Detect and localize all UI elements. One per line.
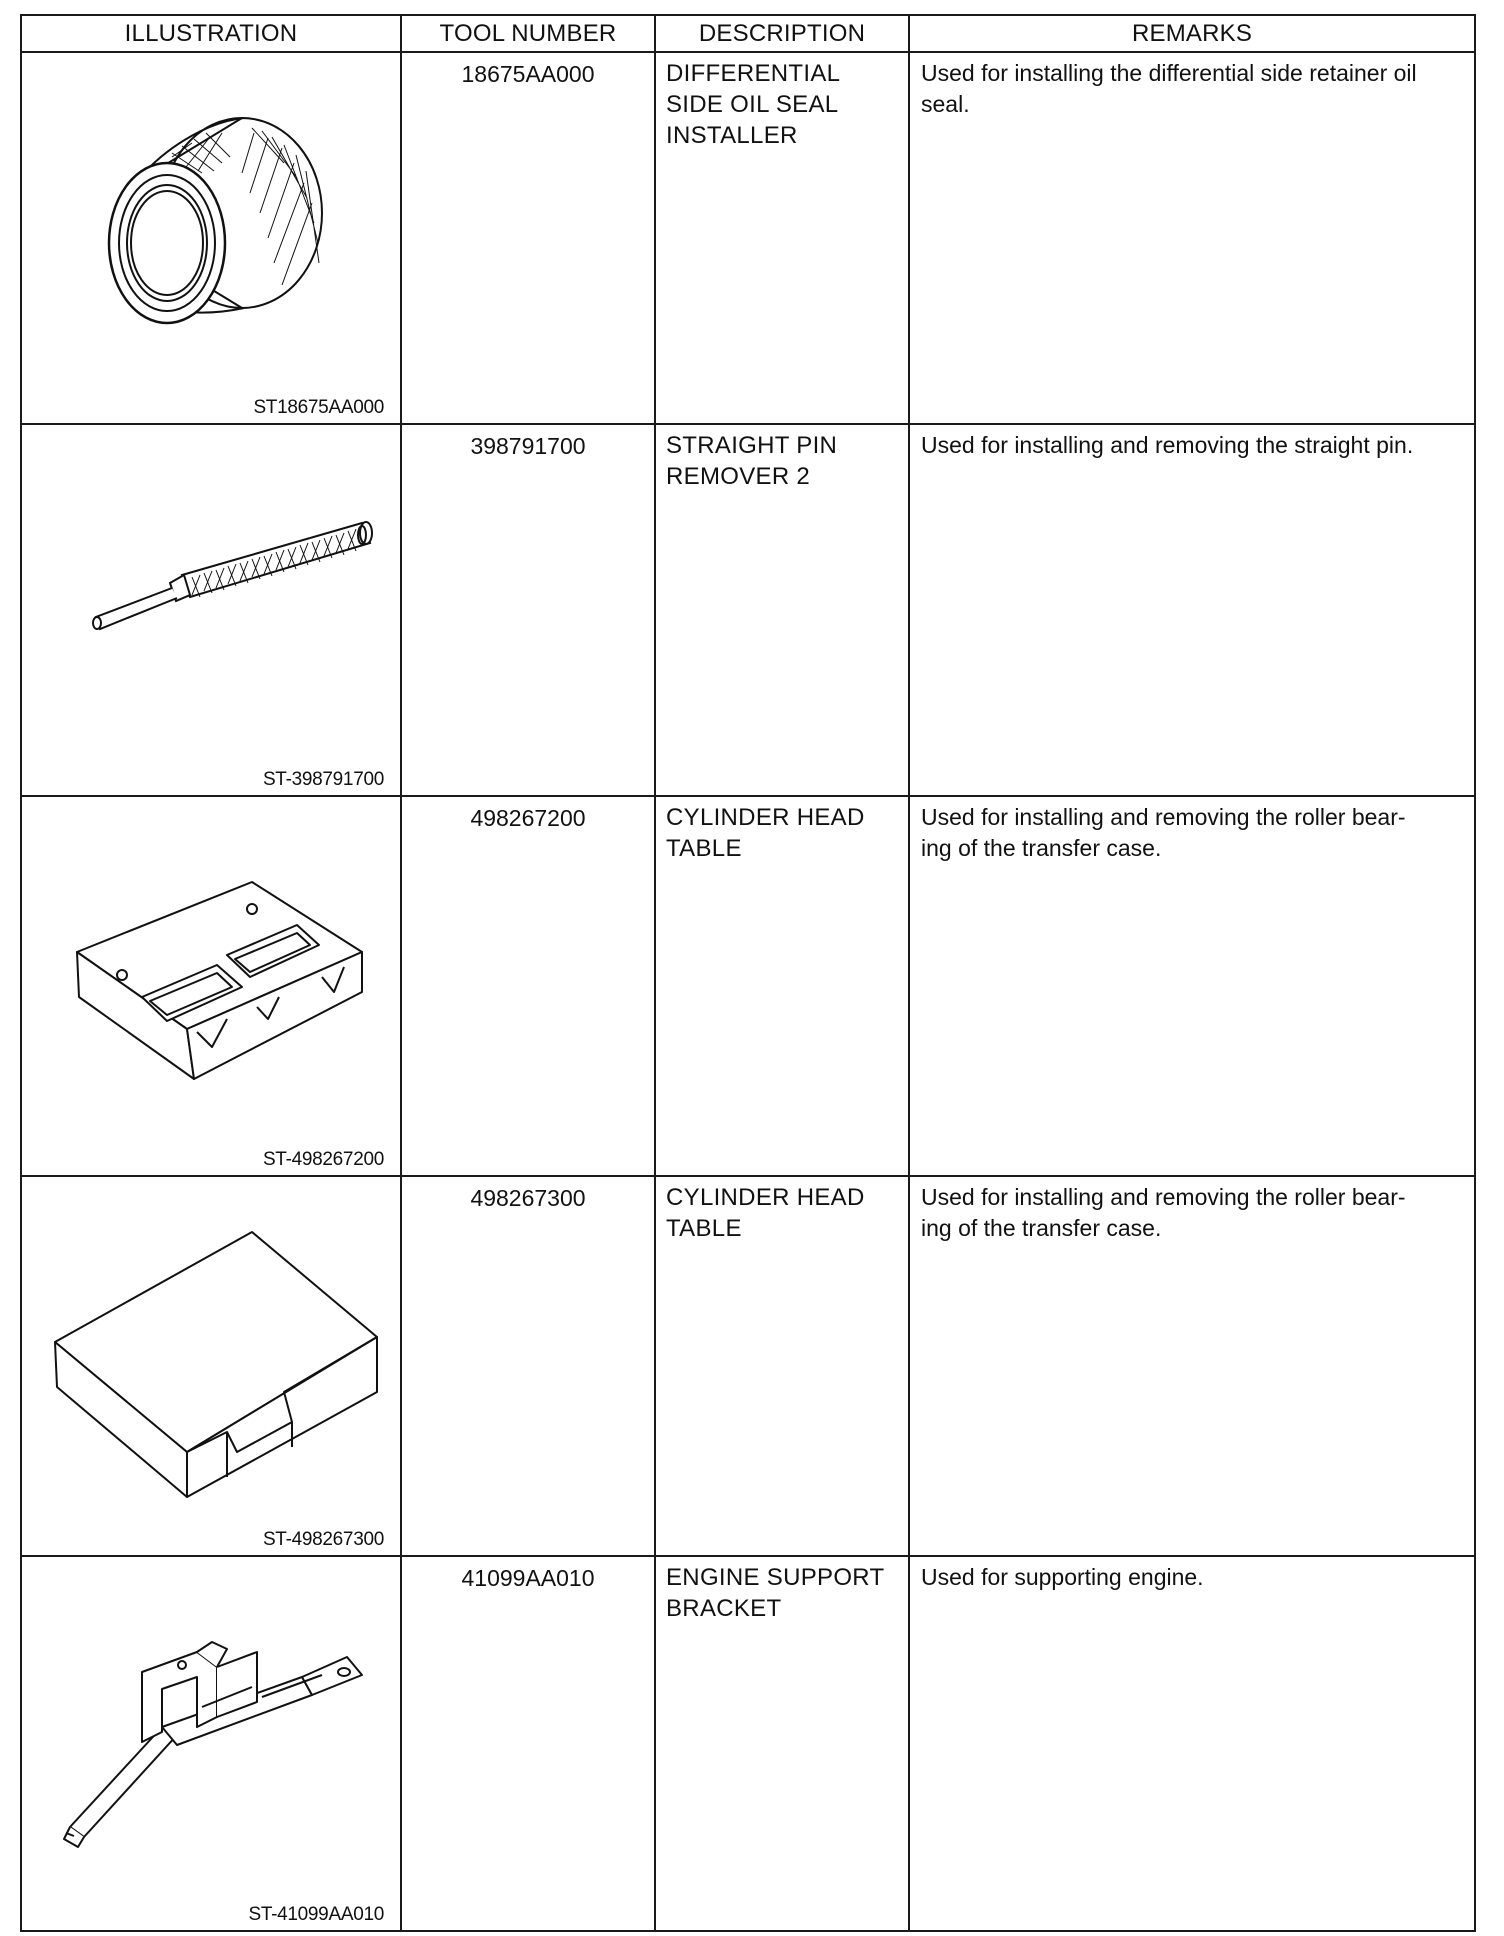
table-row [21,52,1475,424]
remarks-line: Used for installing and removing the straight pin. [921,432,1414,458]
tool-number: 41099AA010 [401,1556,655,1931]
header-tool-number: TOOL NUMBER [401,15,655,52]
table-header-row [21,15,1475,52]
remarks [909,1176,1475,1556]
illustration-code: ST-398791700 [262,769,384,790]
description-line: ENGINE SUPPORT [666,1564,885,1591]
table-row [21,424,1475,796]
description-line: STRAIGHT PIN [666,432,838,459]
illustration-cell [21,1176,401,1556]
oil-seal-installer-icon [22,53,400,423]
remarks-line: Used for supporting engine. [921,1564,1204,1590]
description-line: BRACKET [666,1595,782,1622]
description-line: CYLINDER HEAD [666,1184,865,1211]
remarks-line: Used for installing and removing the roller bear- [921,1184,1406,1210]
illustration-code: ST18675AA000 [253,397,384,418]
remarks-line: ing of the transfer case. [921,1215,1162,1241]
remarks [909,796,1475,1176]
remarks-line: Used for installing and removing the roller bear- [921,804,1406,830]
illustration-cell [21,1556,401,1931]
cylinder-head-table-wedge-icon [22,1177,400,1555]
illustration-code: ST-41099AA010 [248,1904,384,1925]
table-row [21,1556,1475,1931]
table-row [21,1176,1475,1556]
tool-number: 498267200 [401,796,655,1176]
header-illustration: ILLUSTRATION [21,15,401,52]
description [655,1176,909,1556]
illustration-code: ST-498267200 [262,1149,384,1170]
pin-remover-icon [22,425,400,795]
table-row [21,796,1475,1176]
remarks-line: seal. [921,91,970,117]
engine-support-bracket-icon [22,1557,400,1930]
special-tools-table [20,14,1476,1932]
tool-number: 498267300 [401,1176,655,1556]
description-line: TABLE [666,1215,742,1242]
remarks-line: Used for installing the differential side retainer oil [921,60,1417,86]
remarks [909,424,1475,796]
header-remarks: REMARKS [909,15,1475,52]
description-line: TABLE [666,835,742,862]
tool-number: 398791700 [401,424,655,796]
description-line: INSTALLER [666,122,798,149]
header-description: DESCRIPTION [655,15,909,52]
remarks [909,1556,1475,1931]
illustration-code: ST-498267300 [262,1529,384,1550]
illustration-cell [21,424,401,796]
description-line: REMOVER 2 [666,463,811,490]
description [655,1556,909,1931]
illustration-cell [21,796,401,1176]
cylinder-head-table-icon [22,797,400,1175]
description [655,424,909,796]
description [655,796,909,1176]
description-line: SIDE OIL SEAL [666,91,839,118]
description-line: CYLINDER HEAD [666,804,865,831]
description-line: DIFFERENTIAL [666,60,841,87]
description [655,52,909,424]
tool-number: 18675AA000 [401,52,655,424]
illustration-cell [21,52,401,424]
remarks [909,52,1475,424]
remarks-line: ing of the transfer case. [921,835,1162,861]
